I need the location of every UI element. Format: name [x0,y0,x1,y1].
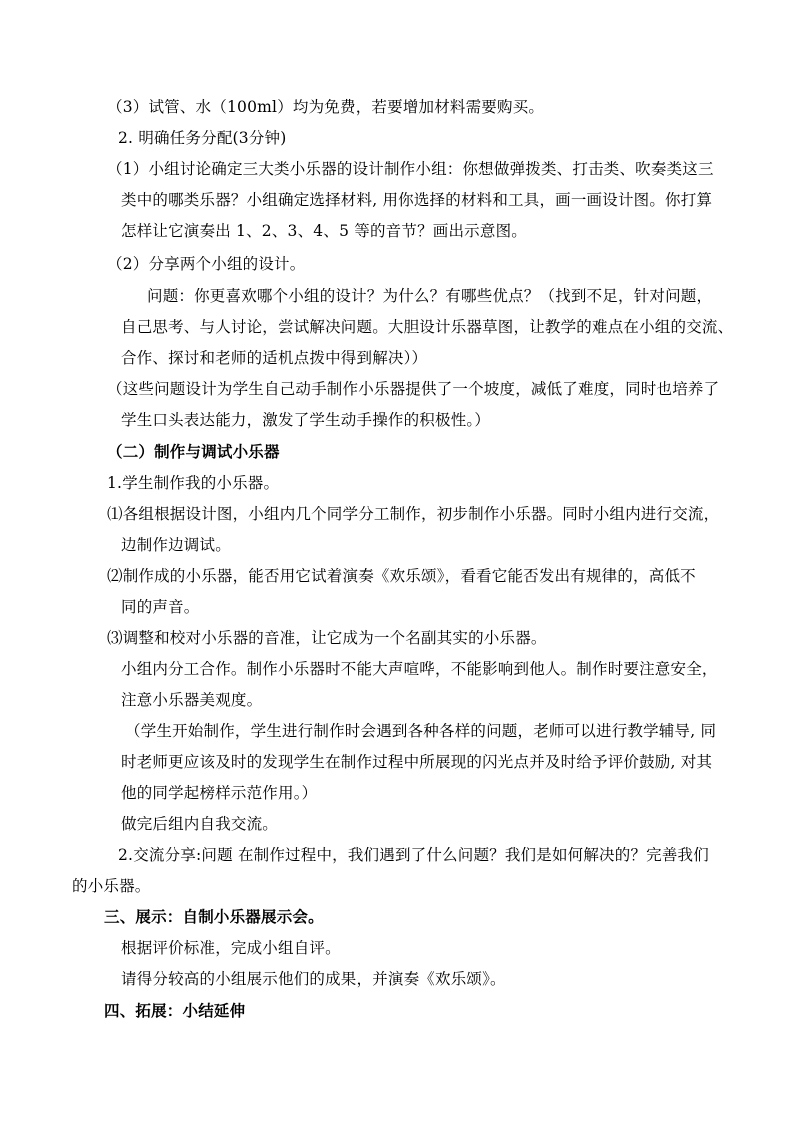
paragraph-line: 注意小乐器美观度。 [121,691,263,709]
task-heading-line: 2. 明确任务分配(3分钟) [118,129,287,147]
material-note-line: （3）试管、水（100ml）均为免费，若要增加材料需要购买。 [107,98,545,116]
paragraph-line: 他的同学起榜样示范作用。） [121,784,318,802]
paragraph-line: 自己思考、与人讨论，尝试解决问题。大胆设计乐器草图，让教学的难点在小组的交流、 [121,318,734,336]
paragraph-line: 同的声音。 [121,598,200,616]
paragraph-line: 类中的哪类乐器？小组确定选择材料, 用你选择的材料和工具，画一画设计图。你打算 [121,191,713,209]
paragraph-line: 问题：你更喜欢哪个小组的设计？为什么？有哪些优点？（找到不足，针对问题， [147,287,713,305]
paragraph-line: 小组内分工合作。制作小乐器时不能大声喧哗，不能影响到他人。制作时要注意安全， [121,660,718,678]
paragraph-line: （这些问题设计为学生自己动手制作小乐器提供了一个坡度，减低了难度，同时也培养了 [107,380,720,398]
paragraph-line: 1.学生制作我的小乐器。 [107,474,280,492]
paragraph-line: 学生口头表达能力，激发了学生动手操作的积极性。） [121,411,491,429]
paragraph-line: ⑴各组根据设计图，小组内几个同学分工制作，初步制作小乐器。同时小组内进行交流， [107,505,720,523]
paragraph-line: 合作、探讨和老师的适机点拨中得到解决）） [121,349,428,367]
section-heading: 四、拓展：小结延伸 [104,1001,246,1020]
paragraph-line: 怎样让它演奏出 1、2、3、4、5 等的音节？画出示意图。 [121,222,527,240]
paragraph-line: 时老师更应该及时的发现学生在制作过程中所展现的闪光点并及时给予评价鼓励, 对其 [121,753,713,771]
paragraph-line: 做完后组内自我交流。 [121,815,279,833]
section-heading: （二）制作与调试小乐器 [107,442,280,461]
paragraph-line: 的小乐器。 [72,877,151,895]
paragraph-line: ⑵制作成的小乐器，能否用它试着演奏《欢乐颂》，看看它能否发出有规律的，高低不 [107,567,696,585]
section-heading: 三、展示：自制小乐器展示会。 [104,907,324,926]
paragraph-line: （学生开始制作，学生进行制作时会遇到各种各样的问题，老师可以进行教学辅导, 同 [125,722,717,740]
paragraph-line: （2）分享两个小组的设计。 [107,255,306,273]
paragraph-line: ⑶调整和校对小乐器的音准，让它成为一个名副其实的小乐器。 [107,629,547,647]
paragraph-line: 请得分较高的小组展示他们的成果，并演奏《欢乐颂》。 [121,970,506,988]
paragraph-line: 2.交流分享:问题 在制作过程中，我们遇到了什么问题？我们是如何解决的？完善我们 [118,846,709,864]
paragraph-line: （1）小组讨论确定三大类小乐器的设计制作小组：你想做弹拨类、打击类、吹奏类这三 [107,160,714,178]
paragraph-line: 根据评价标准，完成小组自评。 [121,939,341,957]
paragraph-line: 边制作边调试。 [121,536,231,554]
